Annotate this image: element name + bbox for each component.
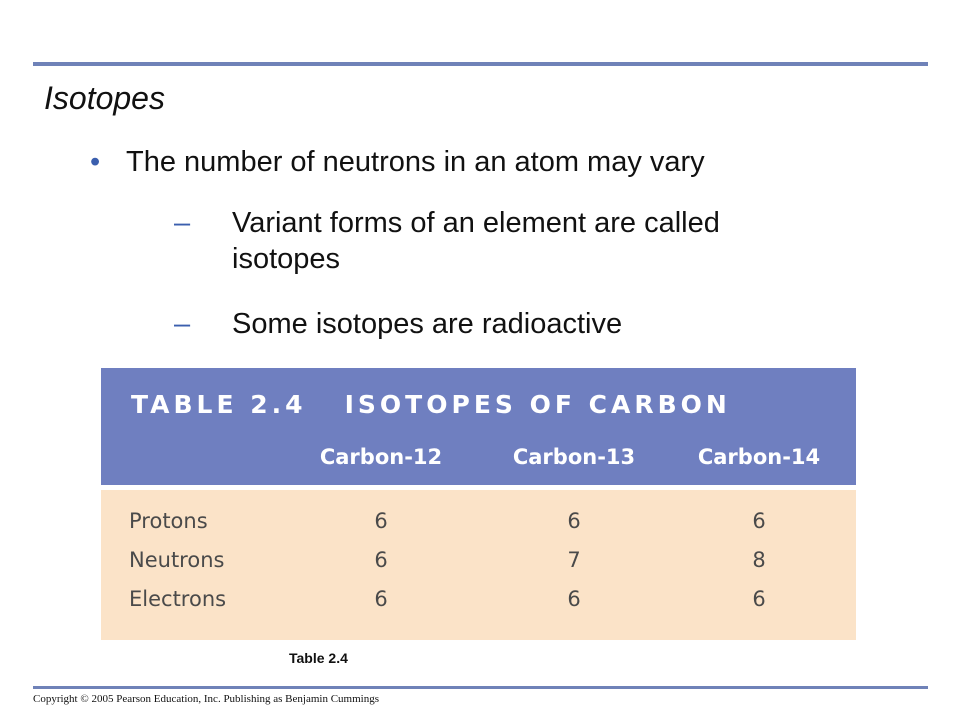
table-cell: 6: [752, 587, 766, 611]
column-header: Carbon-13: [512, 445, 636, 469]
top-rule: [33, 62, 928, 66]
column-header: Carbon-14: [697, 445, 821, 469]
bottom-rule: [33, 686, 928, 689]
table-cell: 6: [374, 509, 388, 533]
table-title: TABLE 2.4 ISOTOPES OF CARBON: [131, 390, 731, 419]
table-cell: 6: [374, 587, 388, 611]
table-cell: 7: [567, 548, 581, 572]
slide-title: Isotopes: [44, 80, 165, 116]
table-caption: Table 2.4: [289, 650, 348, 666]
table-cell: 8: [752, 548, 766, 572]
copyright-notice: Copyright © 2005 Pearson Education, Inc. Publishing as Benjamin Cummings: [33, 693, 379, 705]
bullet-item: [90, 146, 705, 179]
isotopes-table: [101, 368, 856, 640]
table-cell: 6: [752, 509, 766, 533]
subbullet-item: [174, 306, 832, 342]
row-label: Neutrons: [129, 548, 225, 572]
bullet-dot-icon: •: [90, 146, 101, 178]
dash-icon: –: [174, 207, 191, 239]
row-label: Protons: [129, 509, 208, 533]
subbullet-text: Variant forms of an element are called isotopes: [232, 207, 720, 275]
table-cell: 6: [567, 587, 581, 611]
subbullet-text: Some isotopes are radioactive: [232, 308, 623, 340]
subbullet-item: [174, 205, 832, 277]
bullet-text: The number of neutrons in an atom may vary: [126, 146, 705, 178]
table-cell: 6: [567, 509, 581, 533]
column-header: Carbon-12: [319, 445, 443, 469]
table-row: [101, 587, 856, 623]
table-cell: 6: [374, 548, 388, 572]
row-label: Electrons: [129, 587, 227, 611]
dash-icon: –: [174, 308, 191, 340]
table-row: [101, 548, 856, 584]
table-row: [101, 509, 856, 545]
